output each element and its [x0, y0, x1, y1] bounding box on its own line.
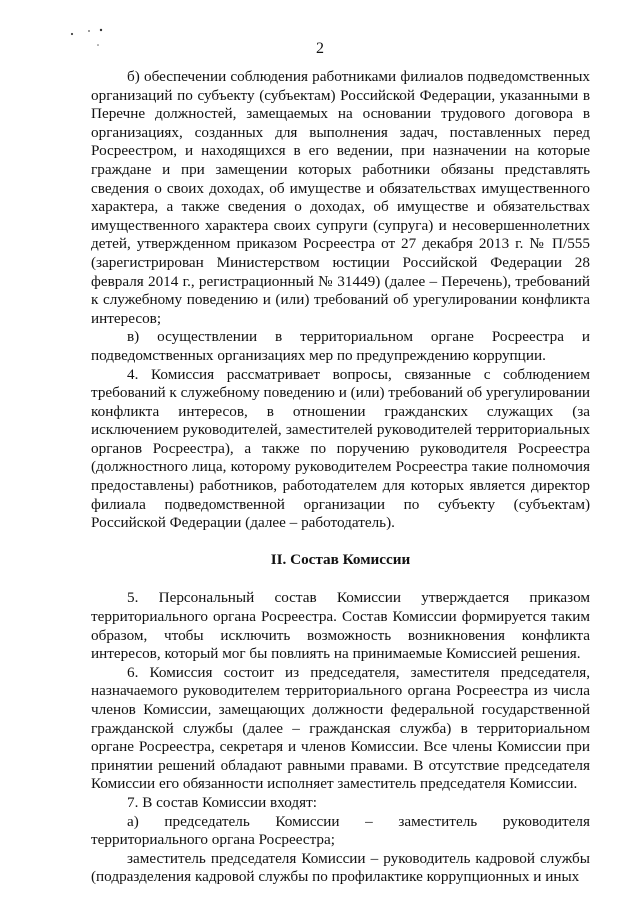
paragraph-3v: в) осуществлении в территориальном органе Росреестра и подведомственных организациях мер по предупреждению коррупции. — [91, 328, 590, 364]
paragraph-5: 5. Персональный состав Комиссии утверждается приказом территориального органа Росреестра. Состав Комиссии формируется таким образом, чтобы исключить возможность возникновения конфликта интересов, который мог бы повлиять на принимаемые Комиссией решения. — [91, 589, 590, 663]
paragraph-6: 6. Комиссия состоит из председателя, заместителя председателя, назначаемого руководителем территориального органа Росреестра из числа членов Комиссии, замещающих должности федеральной государственной гражданской службы (далее – гражданская служба) в территориальном органе Росреестра, секретаря и членов Комиссии. Все члены Комиссии при принятии решений обладают равными правами. В отсутствие председателя Комиссии его обязанности исполняет заместитель председателя Комиссии. — [91, 663, 590, 793]
paragraph-7a: а) председатель Комиссии – заместитель руководителя территориального органа Росреестра; — [91, 812, 590, 849]
paragraph-7: 7. В состав Комиссии входят: — [127, 793, 317, 811]
section-heading: II. Состав Комиссии — [270, 550, 411, 568]
paragraph-7-deputy: заместитель председателя Комиссии – руководитель кадровой службы (подразделения кадровой службы по профилактике коррупционных и иных — [91, 849, 590, 886]
document-body — [91, 68, 590, 887]
paragraph-4: 4. Комиссия рассматривает вопросы, связанные с соблюдением требований к служебному поведению и (или) требований об урегулировании конфликта интересов, в отношении гражданских служащих (за исключением руководителей, заместителей руководителей территориальных органов Росреестра), а также по поручению руководителя Росреестра (должностного лица, которому руководителем Росреестра такие полномочия предоставлены) работников, работодателем для которых является директор филиала подведомственной организации по субъекту (субъектам) Российской Федерации (далее – работодатель). — [91, 365, 590, 532]
page-number: 2 — [316, 40, 324, 57]
paragraph-3b: б) обеспечении соблюдения работниками филиалов подведомственных организаций по субъекту (субъектам) Российской Федерации, указанными в Перечне должностей, замещаемых на основании трудового договора в организациях, созданных для выполнения задач, поставленных перед Росреестром, и находящихся в его ведении, при назначении на которые граждане и при замещении которых работники обязаны представлять сведения о своих доходах, об имуществе и обязательствах имущественного характера, а также сведения о доходах, об имуществе и обязательствах имущественного характера своих супруги (супруга) и несовершеннолетних детей, утвержденном приказом Росреестра от 27 декабря 2013 г. № П/555 (зарегистрирован Министерством юстиции Российской Федерации 28 февраля 2014 г., регистрационный № 31449) (далее – Перечень), требований к служебному поведению и (или) требований об урегулировании конфликта интересов; — [91, 68, 590, 327]
